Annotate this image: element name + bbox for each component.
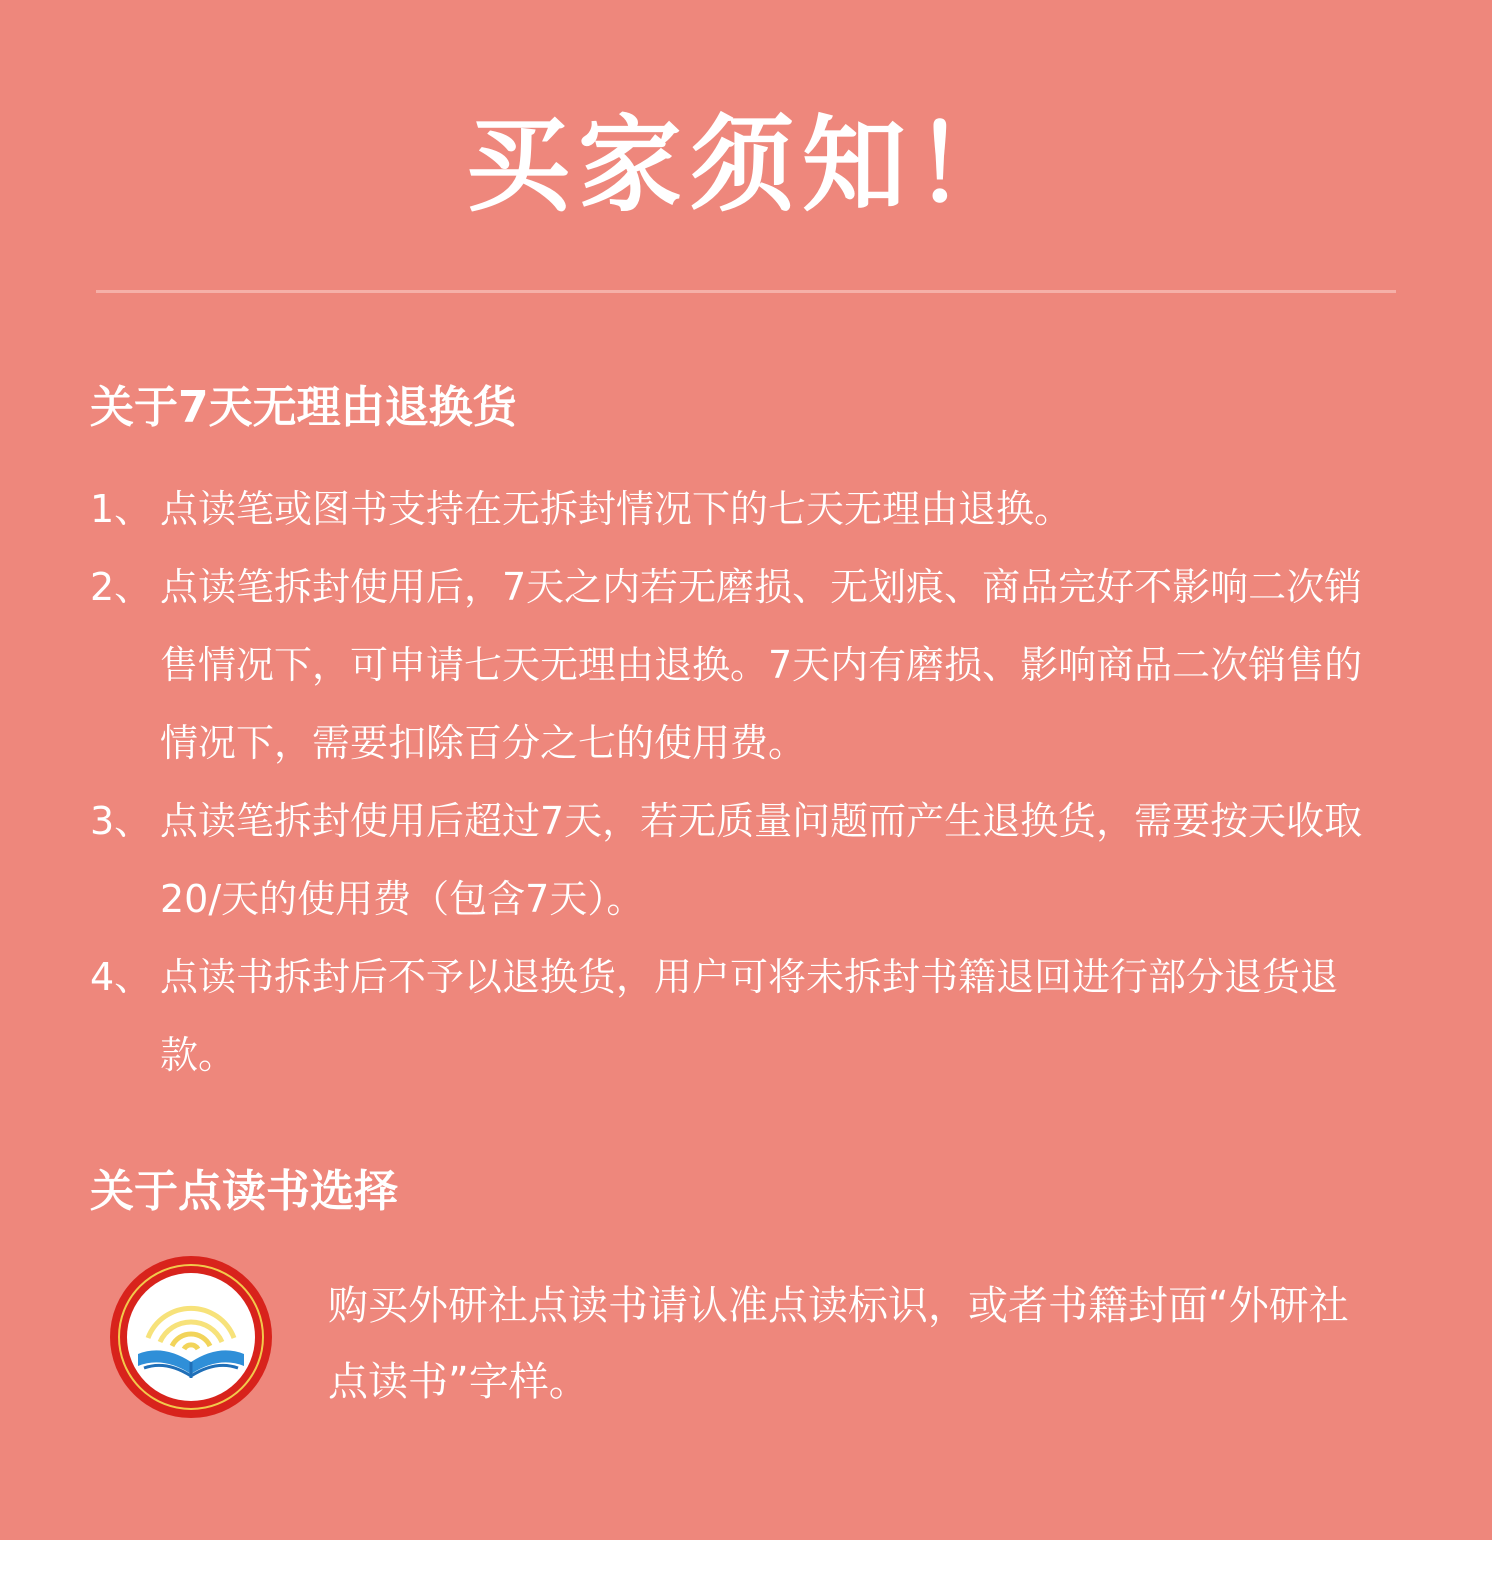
returns-rules-list [90, 470, 1390, 1094]
rule-number: 4、 [90, 955, 153, 999]
rule-item [90, 548, 1390, 782]
rule-number: 1、 [90, 487, 153, 531]
rule-number: 3、 [90, 799, 153, 843]
rule-item [90, 938, 1390, 1094]
reading-book-logo-icon [108, 1254, 274, 1420]
rule-text: 点读书拆封后不予以退换货，用户可将未拆封书籍退回进行部分退货退款。 [160, 955, 1339, 1077]
rule-text: 点读笔或图书支持在无拆封情况下的七天无理由退换。 [160, 487, 1073, 531]
rule-text: 点读笔拆封使用后超过7天，若无质量问题而产生退换货，需要按天收取20/天的使用费（包含7天）。 [160, 799, 1363, 921]
returns-section-heading: 关于7天无理由退换货 [90, 382, 517, 433]
rule-item [90, 470, 1390, 548]
page-title: 买家须知！ [465, 104, 1026, 226]
rule-text: 点读笔拆封使用后，7天之内若无磨损、无划痕、商品完好不影响二次销售情况下，可申请七天无理由退换。7天内有磨损、影响商品二次销售的情况下，需要扣除百分之七的使用费。 [160, 565, 1363, 765]
rule-item [90, 782, 1390, 938]
divider [96, 290, 1396, 293]
books-section-heading: 关于点读书选择 [90, 1166, 398, 1217]
rule-number: 2、 [90, 565, 153, 609]
book-selection-note: 购买外研社点读书请认准点读标识，或者书籍封面“外研社点读书”字样。 [328, 1283, 1349, 1405]
